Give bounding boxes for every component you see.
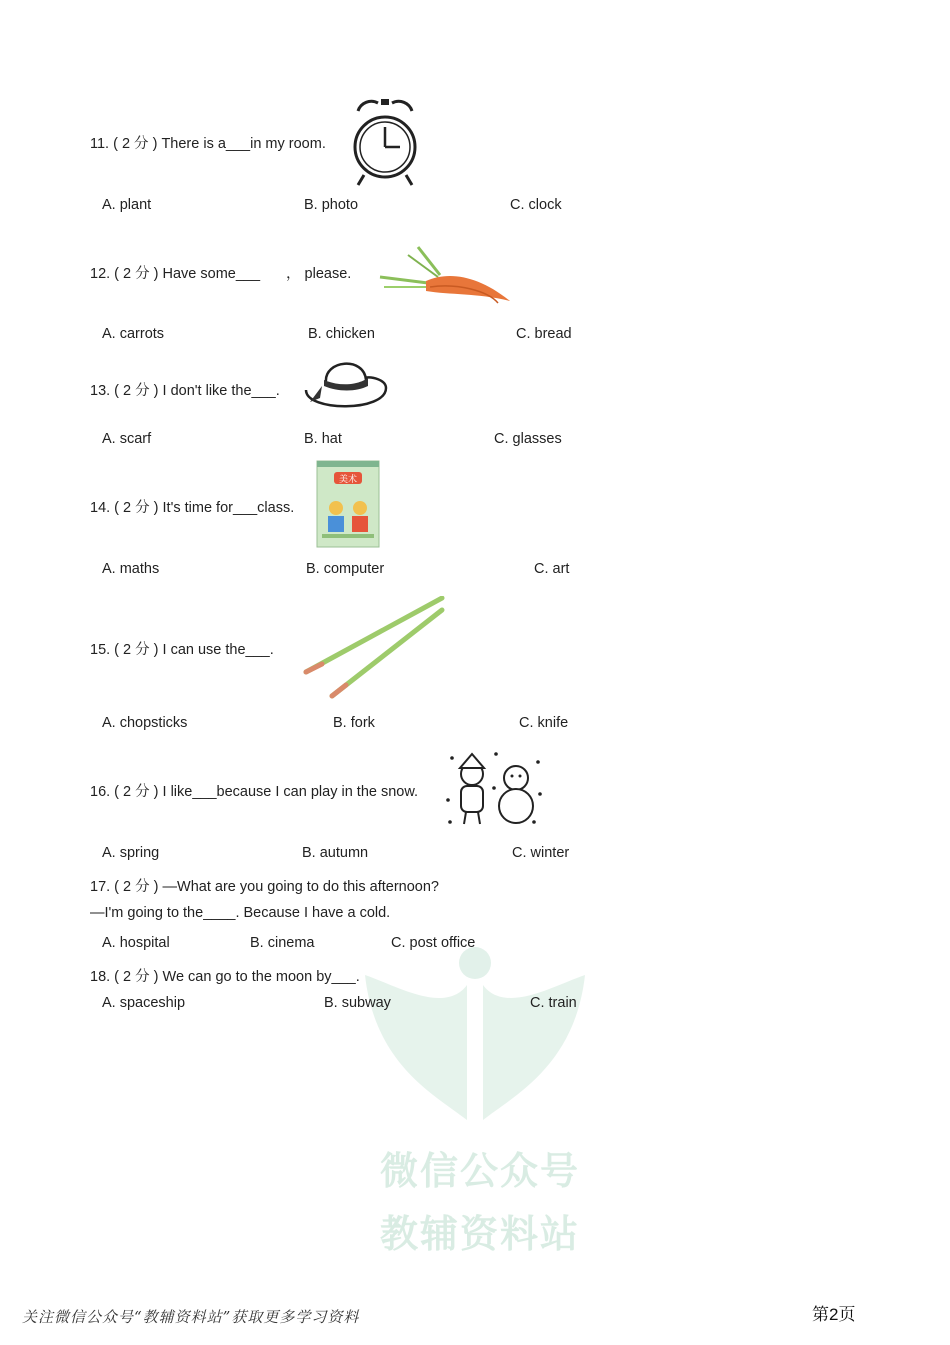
q15-option-c[interactable]: C. knife (519, 715, 569, 731)
q13-option-b[interactable]: B. hat (304, 431, 342, 447)
q13-option-c[interactable]: C. glasses (494, 431, 562, 447)
watermark-logo (355, 945, 595, 1245)
q17-option-b[interactable]: B. cinema (250, 935, 315, 951)
q15-option-a[interactable]: A. chopsticks (102, 715, 188, 731)
q11-option-b[interactable]: B. photo (304, 197, 359, 213)
q12-option-c[interactable]: C. bread (516, 326, 572, 342)
q18-option-b[interactable]: B. subway (324, 995, 391, 1011)
chopsticks-icon (302, 596, 447, 700)
hat-icon (302, 352, 390, 416)
question-11-stem: 11. ( 2 分 ) There is a___in my room. (90, 136, 326, 152)
page-number: 第2页 (812, 1305, 856, 1324)
textbook-title: 美术 (338, 475, 358, 485)
q11-option-c[interactable]: C. clock (510, 197, 562, 213)
question-18-stem: 18. ( 2 分 ) We can go to the moon by___. (90, 969, 360, 985)
question-12-stem: 12. ( 2 分 ) Have some___ (90, 266, 261, 282)
watermark-text-1: 微信公众号 (379, 1149, 580, 1193)
question-17-line2: —I'm going to the____. Because I have a cold. (90, 905, 391, 921)
q16-option-a[interactable]: A. spring (102, 845, 160, 861)
q16-option-c[interactable]: C. winter (512, 845, 570, 861)
q14-option-a[interactable]: A. maths (102, 561, 160, 577)
q16-option-b[interactable]: B. autumn (302, 845, 369, 861)
snowman-icon (444, 748, 546, 830)
q12-option-a[interactable]: A. carrots (102, 326, 165, 342)
q13-option-a[interactable]: A. scarf (102, 431, 152, 447)
carrots-icon (378, 235, 513, 307)
textbook-icon (316, 460, 380, 548)
q18-option-c[interactable]: C. train (530, 995, 577, 1011)
watermark-text-2: 教辅资料站 (379, 1212, 580, 1256)
q12-option-b[interactable]: B. chicken (308, 326, 375, 342)
q11-option-a[interactable]: A. plant (102, 197, 152, 213)
q14-option-b[interactable]: B. computer (306, 561, 385, 577)
question-13-stem: 13. ( 2 分 ) I don't like the___. (90, 383, 280, 399)
question-14-stem: 14. ( 2 分 ) It's time for___class. (90, 500, 295, 516)
question-16-stem: 16. ( 2 分 ) I like___because I can play in the snow. (90, 784, 419, 800)
question-12-stem-tail: ， please. (286, 266, 352, 282)
q14-option-c[interactable]: C. art (534, 561, 570, 577)
q18-option-a[interactable]: A. spaceship (102, 995, 186, 1011)
alarm-clock-icon (350, 95, 420, 187)
q17-option-a[interactable]: A. hospital (102, 935, 170, 951)
q15-option-b[interactable]: B. fork (333, 715, 375, 731)
question-15-stem: 15. ( 2 分 ) I can use the___. (90, 642, 274, 658)
footer-promo-text: 关注微信公众号“教辅资料站”获取更多学习资料 (22, 1308, 360, 1326)
q17-option-c[interactable]: C. post office (391, 935, 476, 951)
question-17-stem: 17. ( 2 分 ) —What are you going to do this afternoon? (90, 879, 439, 895)
